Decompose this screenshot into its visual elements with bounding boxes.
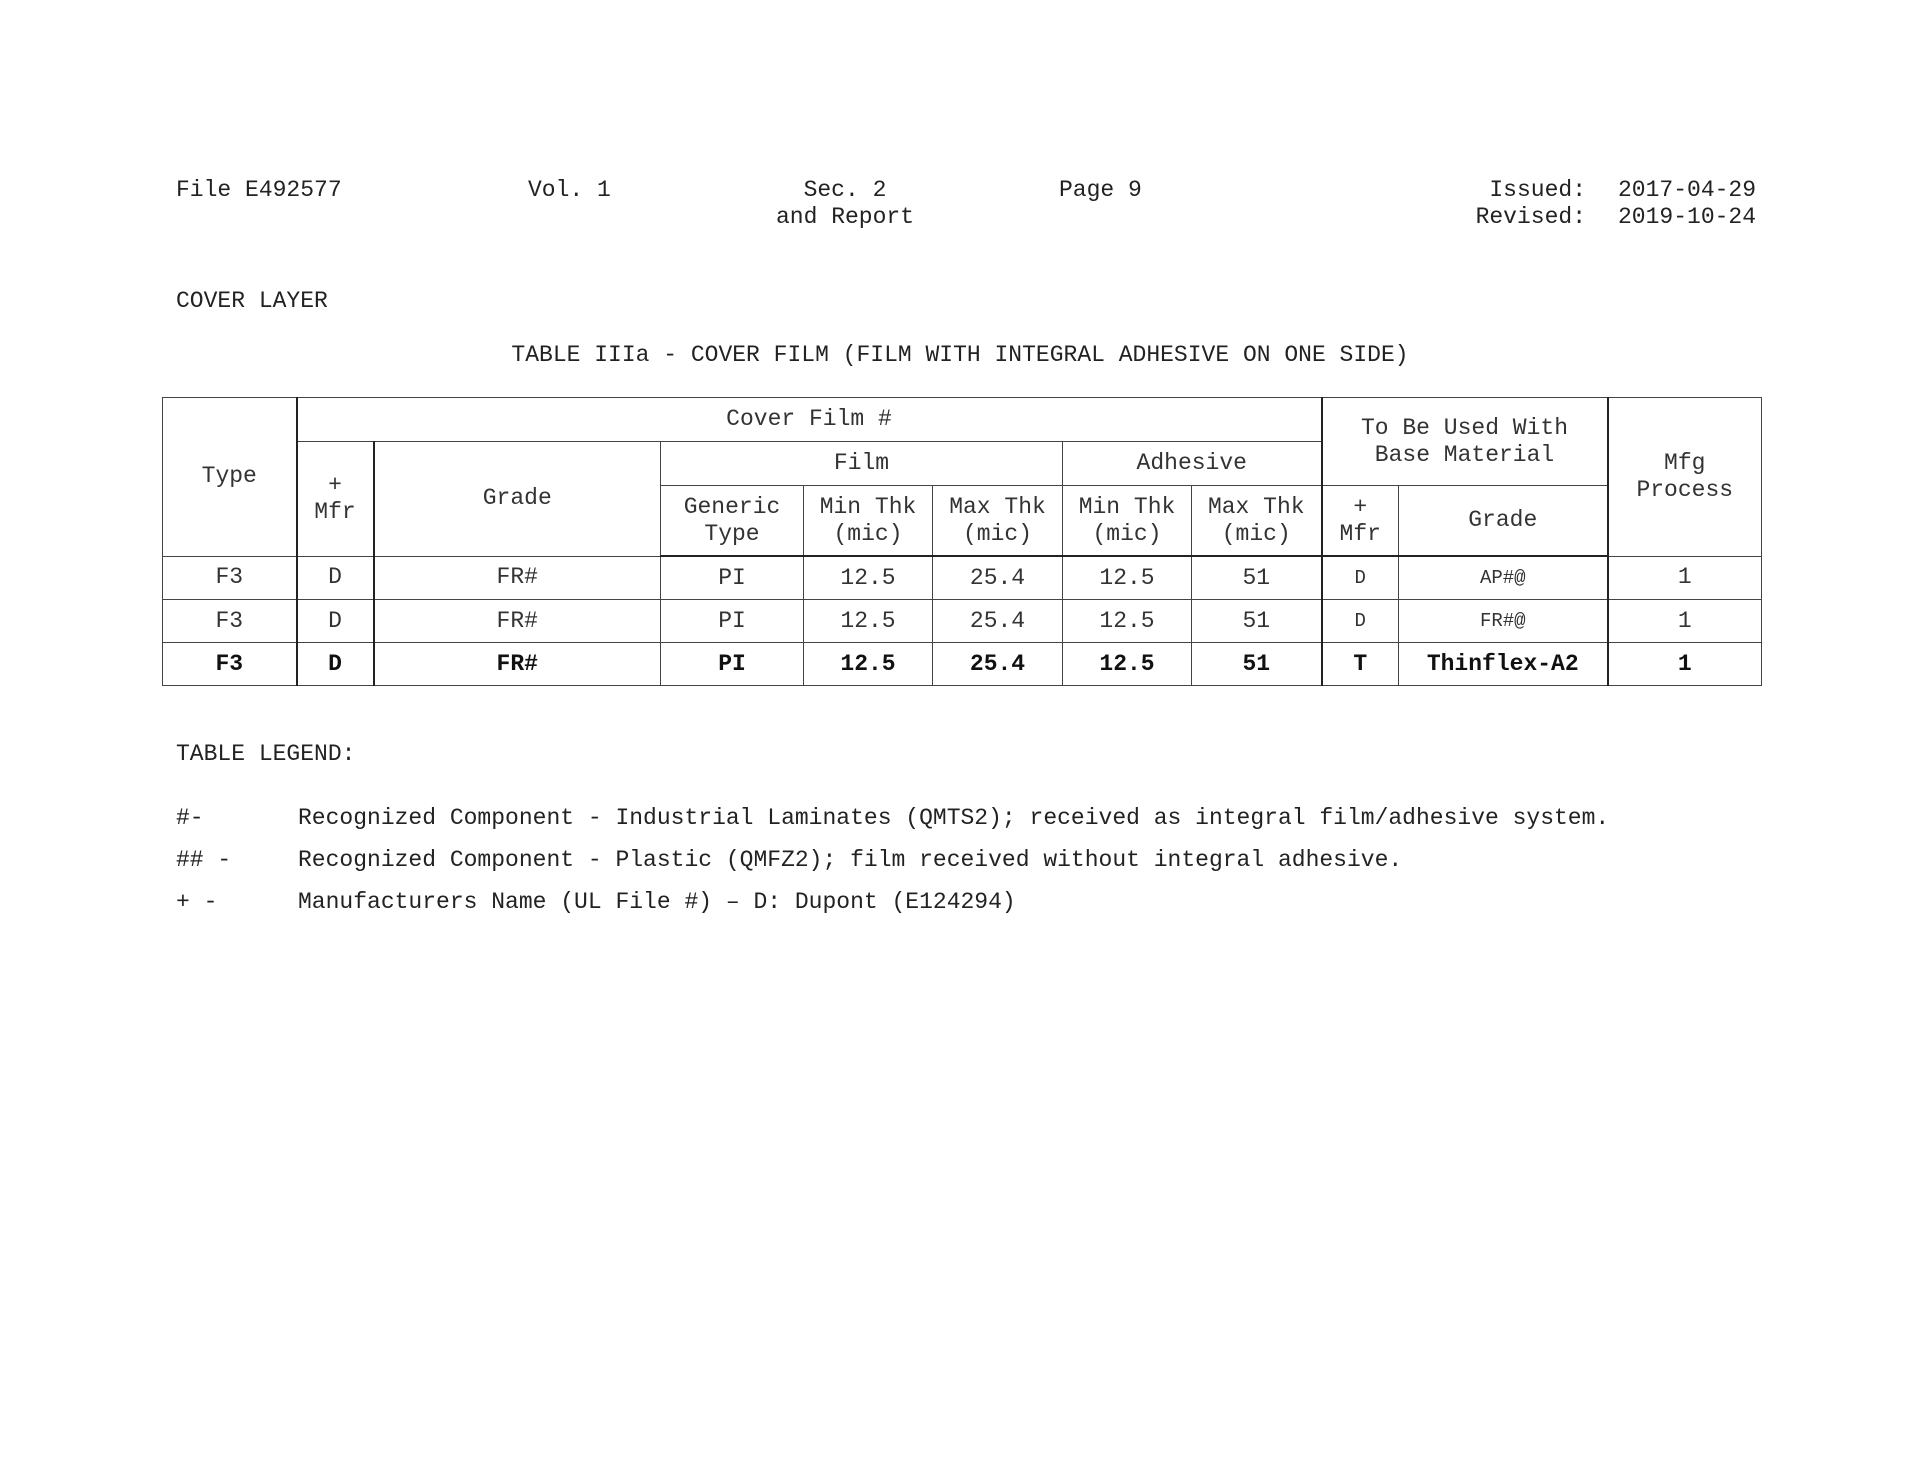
header-film-max-thk [933,486,1063,557]
header-mfg-line-1: Mfg [1664,449,1706,476]
cover-film-table [162,397,1762,686]
legend-symbol: #- [176,805,204,831]
volume: Vol. 1 [528,177,611,203]
header-adhesive-label: Adhesive [1136,450,1247,476]
header-base-grade-label: Grade [1468,507,1538,533]
cell-grade: FR# [374,556,661,600]
header-film-min-line-1: Min Thk [819,493,917,520]
header-grade [374,442,661,557]
issued-label: Issued: [1489,177,1586,203]
header-mfr-line-1: + [328,471,342,498]
header-base-mfr-line-2: Mfr [1339,520,1381,547]
cell-mfr: D [297,643,374,686]
header-to-be-used-line-2: Base Material [1374,441,1555,468]
legend-symbol: + - [176,889,218,915]
header-adh-min-line-1: Min Thk [1078,493,1176,520]
legend-title: TABLE LEGEND: [176,741,356,767]
header-to-be-used-line-1: To Be Used With [1360,414,1569,441]
file-number: File E492577 [176,177,342,203]
header-to-be-used [1322,398,1608,486]
header-mfr [297,442,374,557]
cell-base-grade: Thinflex-A2 [1399,643,1608,686]
cell-adhesive-min-thk: 12.5 [1063,643,1192,686]
cell-type: F3 [163,643,297,686]
header-adh-min-line-2: (mic) [1092,520,1162,547]
header-base-mfr-line-1: + [1353,493,1368,520]
header-type [163,398,297,557]
header-generic-line-1: Generic [683,493,781,520]
section-line-2: and Report [775,204,915,230]
cell-adhesive-max-thk: 51 [1192,643,1322,686]
cell-generic-type: PI [661,643,804,686]
issued-date: 2017-04-29 [1618,177,1757,203]
header-grade-label: Grade [482,485,552,512]
legend-text: Recognized Component - Industrial Laminates (QMTS2); received as integral film/adhesive system. [298,805,1610,831]
legend-text: Manufacturers Name (UL File #) – D: Dupont (E124294) [298,889,1016,915]
cell-adhesive-max-thk: 51 [1192,556,1322,600]
revised-date: 2019-10-24 [1618,204,1757,230]
cell-base-grade: FR#@ [1399,600,1608,643]
header-row-1 [163,398,1762,442]
cell-film-min-thk: 12.5 [804,556,933,600]
cell-type: F3 [163,556,297,600]
cell-grade: FR# [374,600,661,643]
header-film-max-line-2: (mic) [962,520,1032,547]
cell-base-mfr: D [1322,600,1399,643]
cell-generic-type: PI [661,600,804,643]
header-mfg-process [1608,398,1762,557]
cell-base-grade: AP#@ [1399,556,1608,600]
header-adh-max-line-1: Max Thk [1207,493,1305,520]
legend-symbol: ## - [176,847,232,873]
cell-adhesive-min-thk: 12.5 [1063,556,1192,600]
cell-mfr: D [297,600,374,643]
header-generic-line-2: Type [704,520,760,547]
cell-film-min-thk: 12.5 [804,600,933,643]
cell-base-mfr: T [1322,643,1399,686]
cell-base-mfr: D [1322,556,1399,600]
cell-mfg-process: 1 [1608,643,1762,686]
cell-film-max-thk: 25.4 [933,556,1063,600]
legend-text: Recognized Component - Plastic (QMFZ2); film received without integral adhesive. [298,847,1403,873]
header-film-min-thk [804,486,933,557]
header-base-grade [1399,486,1608,557]
header-mfr-line-2: Mfr [314,498,356,525]
header-adh-max-line-2: (mic) [1221,520,1291,547]
cell-mfg-process: 1 [1608,600,1762,643]
cell-film-max-thk: 25.4 [933,643,1063,686]
header-film [661,442,1063,486]
section-line-1: Sec. 2 [803,177,887,203]
cell-type: F3 [163,600,297,643]
cell-grade: FR# [374,643,661,686]
header-film-label: Film [833,450,890,476]
section-title: COVER LAYER [176,288,328,314]
table-title: TABLE IIIa - COVER FILM (FILM WITH INTEGRAL ADHESIVE ON ONE SIDE) [511,342,1409,368]
header-film-min-line-2: (mic) [833,520,903,547]
header-film-max-line-1: Max Thk [949,493,1046,520]
header-cover-film-label: Cover Film # [726,406,892,432]
cell-mfg-process: 1 [1608,556,1762,600]
page-number: Page 9 [1059,177,1142,203]
header-base-mfr [1322,486,1399,557]
header-type-label: Type [201,463,257,490]
header-adhesive [1063,442,1322,486]
header-adhesive-min-thk [1063,486,1192,557]
cell-film-max-thk: 25.4 [933,600,1063,643]
cell-film-min-thk: 12.5 [804,643,933,686]
header-generic-type [661,486,804,557]
cell-adhesive-max-thk: 51 [1192,600,1322,643]
table-row [163,600,1762,643]
table-row [163,643,1762,686]
cell-generic-type: PI [661,556,804,600]
table-row [163,556,1762,600]
cell-mfr: D [297,556,374,600]
header-mfg-line-2: Process [1636,476,1734,503]
header-adhesive-max-thk [1192,486,1322,557]
cell-adhesive-min-thk: 12.5 [1063,600,1192,643]
revised-label: Revised: [1475,204,1586,230]
header-cover-film [297,398,1322,442]
